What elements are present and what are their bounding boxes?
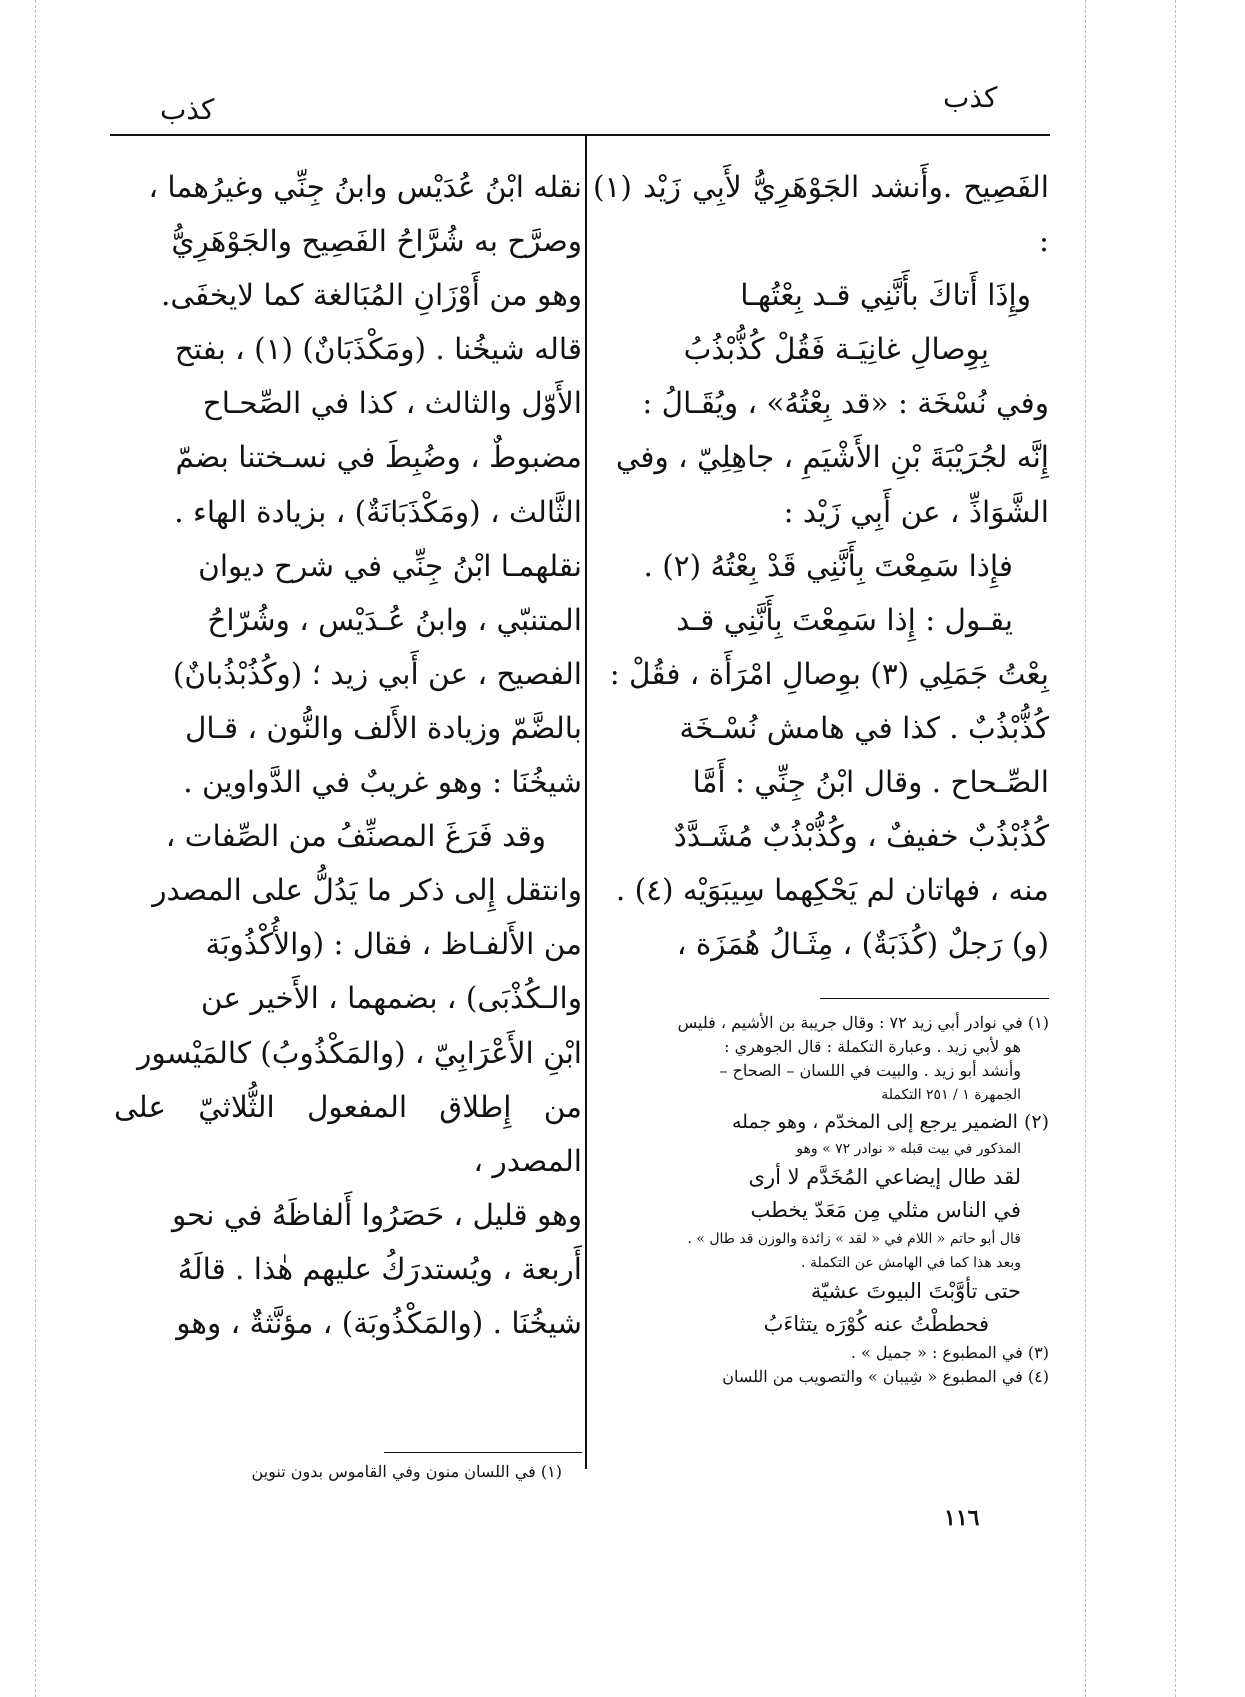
text-line: وقد فَرَغَ المصنِّفُ من الصِّفات ، (165, 819, 546, 854)
text-line: بِعْتُ جَمَلِي (٣) بوِصالِ امْرَأَة ، فقُلْ : (609, 656, 1049, 691)
text-line: نقله ابْنُ عُدَيْس وابنُ جِنِّي وغيرُهما ، (148, 170, 582, 204)
footnote-line: وأنشد أبو زيد . والبيت في اللسان – الصحاح – (719, 1061, 1021, 1080)
text-line: الفَصِيح .وأَنشد الجَوْهَرِيُّ لأَبِي زَيْد (١) : (593, 170, 1049, 259)
header-rule (110, 134, 1050, 136)
right-footnote-rule (820, 998, 1049, 999)
scan-noise-line (1085, 0, 1086, 1697)
left-column-body (114, 160, 582, 1350)
text-line: ابْنِ الأَعْرَابِيّ ، (والمَكْذُوبُ) كالمَيْسور (137, 1035, 582, 1070)
verse-line: بِوِصالِ غانِيَـة فَقُلْ كُذُّبْذُبُ (683, 332, 989, 367)
text-line: وانتقل إِلى ذكر ما يَدُلُّ على المصدر (152, 873, 582, 908)
footnote-line: (٢) الضمير يرجع إلى المخدّم ، وهو جمله (731, 1111, 1049, 1133)
text-line: وفي نُسْخَة : «قد بِعْتُهُ» ، ويُقَـالُ : (642, 386, 1049, 421)
footnote-line: (١) في اللسان منون وفي القاموس بدون تنوين (251, 1462, 562, 1481)
text-line: بالضَّمّ وزيادة الأَلف والنُّون ، قـال (184, 710, 582, 745)
text-line: من الأَلفـاظ ، فقال : (والأُكْذُوبَة (205, 927, 582, 962)
text-line: كُذُبْذُبٌ خفيفٌ ، وكُذُّبْذُبٌ مُشَـدَّدٌ (673, 819, 1049, 854)
text-line: شيخُنَا . (والمَكْذُوبَة) ، مؤنَّثةٌ ، وهو (176, 1305, 582, 1340)
text-line: أَربعة ، ويُستدرَكُ عليهم هٰذا . قالَهُ (177, 1251, 582, 1286)
running-head-left: كذب (160, 93, 215, 126)
text-line: (و) رَجلٌ (كُذَبَةٌ) ، مِثَـالُ هُمَزَة ، (676, 927, 1049, 962)
footnote-line: (١) في نوادر أبي زيد ٧٢ : وقال جريبة بن الأشيم ، فليس (677, 1013, 1049, 1032)
footnote-line: المذكور في بيت قبله « نوادر ٧٢ » وهو (796, 1141, 1021, 1157)
footnote-line: وبعد هذا كما في الهامش عن التكملة . (801, 1255, 1021, 1271)
text-line: وصرَّح به شُرَّاحُ الفَصِيح والجَوْهَرِيُّ (171, 224, 582, 259)
text-line: كُذُّبْذُبٌ . كذا في هامش نُسْـخَة (679, 710, 1049, 745)
text-line: يقـول : إِذا سَمِعْتَ بِأَنَّنِي قـد (676, 602, 1013, 637)
footnote-line: (٣) في المطبوع : « جميل » . (850, 1343, 1049, 1362)
text-line: الأَوّل والثالث ، كذا في الصِّحـاح (202, 386, 582, 421)
text-line: إِنَّه لجُرَيْبَةَ بْنِ الأَشْيَمِ ، جاهِلِيّ ، وفي (615, 440, 1049, 475)
text-line: قاله شيخُنا . (ومَكْذَبَانٌ) (١) ، بفتح (174, 332, 582, 367)
text-line: مضبوطٌ ، وضُبِطَ في نسـختنا بضمّ (175, 440, 582, 475)
scan-noise-line (1175, 0, 1176, 1697)
footnote-line: (٤) في المطبوع « شِيبان » والتصويب من اللسان (722, 1367, 1049, 1386)
left-footnote-rule (384, 1452, 582, 1453)
right-footnotes (593, 1011, 1049, 1389)
text-line: شيخُنَا : وهو غريبٌ في الدَّواوين . (183, 765, 582, 800)
text-line: من إِطلاق المفعول الثُّلاثيّ على المصدر ، (114, 1089, 582, 1178)
right-column-body (593, 160, 1049, 971)
text-line: منه ، فهاتان لم يَحْكِهما سِيبَوَيْه (٤) . (615, 873, 1049, 908)
footnote-verse: لقد طال إيضاعي المُخَدَّم لا أرى (748, 1165, 1021, 1189)
text-line: الشَّوَاذِّ ، عن أَبِي زَيْد : (783, 494, 1049, 529)
text-line: والـكُذْبَى) ، بضمهما ، الأَخير عن (200, 981, 582, 1016)
verse-line: وإِذَا أَتاكَ بأَنَّنِي قـد بِعْتُهـا (740, 278, 1031, 313)
text-line: الثَّالث ، (ومَكْذَبَانَةٌ) ، بزيادة الهاء . (174, 494, 582, 529)
text-line: الفصيح ، عن أَبي زيد ؛ (وكُذُبْذُبانٌ) (172, 656, 582, 691)
page-number: ١١٦ (944, 1505, 980, 1531)
text-line: الصِّـحاح . وقال ابْنُ جِنِّي : أَمَّا (692, 765, 1049, 800)
text-line: وهو قليل ، حَصَرُوا أَلفاظَهُ في نحو (171, 1197, 582, 1232)
footnote-verse: في الناس مثلي مِن مَعَدّ يخطب (750, 1198, 1021, 1222)
footnote-verse: حتى تأوَّبْتَ البيوتَ عشيّة (810, 1279, 1021, 1303)
footnote-line: هو لأبي زيد . وعبارة التكملة : قال الجوهري : (724, 1037, 1021, 1056)
text-line: وهو من أَوْزَانِ المُبَالغة كما لايخفَى. (161, 278, 582, 313)
text-line: نقلهمـا ابْنُ جِنِّي في شرح ديوان (198, 548, 582, 583)
footnote-verse: فحططْتُ عنه كُوْرَه يتثاءَبُ (763, 1312, 989, 1336)
verse-line: فإِذا سَمِعْتَ بِأَنَّنِي قَدْ بِعْتُهُ (٢) . (643, 548, 1013, 583)
footnote-line: قال أبو حاتم « اللام في « لقد » زائدة والوزن قد طال » . (687, 1231, 1021, 1247)
left-footnote (114, 1460, 582, 1484)
scan-noise-line (35, 0, 36, 1697)
footnote-line: الجمهرة ١ / ٢٥١ التكملة (881, 1087, 1021, 1103)
running-head-right: كذب (943, 81, 998, 114)
text-line: المتنبّي ، وابنُ عُـدَيْس ، وشُرّاحُ (207, 602, 582, 637)
column-divider (585, 134, 587, 1469)
